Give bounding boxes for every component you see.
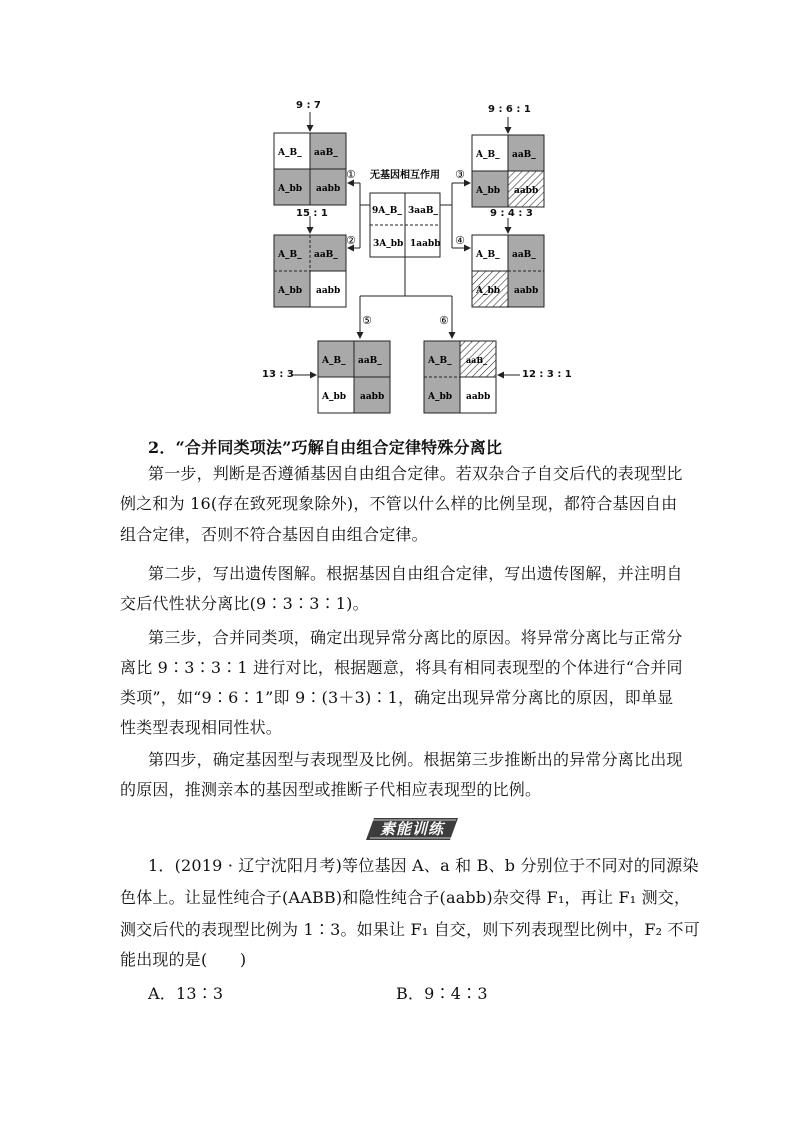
paragraph-line: 第四步，确定基因型与表现型及比例。根据第三步推断出的异常分离比出现: [148, 750, 683, 769]
ratio-9-7: 9 : 7: [296, 100, 321, 111]
cell-AB: A_B_: [278, 148, 302, 158]
cell-Abb: A_bb: [428, 392, 453, 402]
paragraph-line: 类项”，如“9∶6∶1”即 9∶(3＋3)∶1，确定出现异常分离比的原因，即单显: [120, 688, 674, 707]
question-line: 色体上。让显性纯合子(AABB)和隐性纯合子(aabb)杂交得 F₁，再让 F₁ 测交，: [120, 888, 691, 907]
center-cell-3: 3A_bb: [373, 239, 404, 249]
box-12-3-1: [424, 341, 520, 413]
genetics-ratio-diagram: [0, 0, 794, 430]
center-cell-4: 1aabb: [410, 239, 441, 249]
paragraph-line: 组合定律，否则不符合基因自由组合定律。: [120, 525, 428, 544]
box-13-3: [292, 341, 390, 413]
cell-Abb: A_bb: [278, 184, 303, 194]
cell-AB: A_B_: [428, 356, 452, 366]
cell-aaB: aaB_: [314, 250, 338, 260]
ratio-9-4-3: 9 : 4 : 3: [490, 208, 533, 219]
cell-aaB: aaB_: [314, 148, 338, 158]
arrow-label-4: ④: [455, 234, 465, 247]
paragraph-line: 第一步，判断是否遵循基因自由组合定律。若双杂合子自交后代的表现型比: [148, 464, 683, 483]
cell-AB: A_B_: [322, 356, 346, 366]
paragraph-line: 性类型表现相同性状。: [120, 718, 283, 737]
cell-aabb: aabb: [466, 392, 491, 402]
section-heading: 2．“合并同类项法”巧解自由组合定律特殊分离比: [148, 438, 503, 457]
cell-aabb: aabb: [316, 184, 341, 194]
ratio-12-3-1: 12 : 3 : 1: [522, 369, 572, 380]
ratio-9-6-1: 9 : 6 : 1: [488, 104, 531, 115]
center-cell-2: 3aaB_: [408, 206, 439, 216]
ratio-15-1: 15 : 1: [296, 208, 328, 219]
question-line: 测交后代的表现型比例为 1∶3。如果让 F₁ 自交，则下列表现型比例中，F₂ 不可: [120, 920, 700, 939]
paragraph-line: 第三步，合并同类项，确定出现异常分离比的原因。将异常分离比与正常分: [148, 628, 683, 647]
arrow-label-1: ①: [346, 168, 356, 181]
center-title: 无基因相互作用: [370, 170, 440, 181]
cell-aaB: aaB_: [512, 150, 536, 160]
option-b[interactable]: B．9∶4∶3: [396, 984, 488, 1003]
box-15-1: [274, 216, 346, 307]
arrow-label-2: ②: [346, 234, 356, 247]
center-cell-1: 9A_B_: [372, 206, 402, 216]
cell-AB: A_B_: [278, 250, 302, 260]
cell-Abb: A_bb: [278, 286, 303, 296]
paragraph-line: 离比 9∶3∶3∶1 进行对比，根据题意，将具有相同表现型的个体进行“合并同: [120, 658, 683, 677]
cell-Abb: A_bb: [476, 286, 501, 296]
paragraph-line: 的原因，推测亲本的基因型或推断子代相应表现型的比例。: [120, 780, 542, 799]
arrow-label-6: ⑥: [439, 314, 449, 327]
box-9-4-3: [472, 218, 544, 307]
section-banner: [366, 818, 458, 840]
paragraph-line: 第二步，写出遗传图解。根据基因自由组合定律，写出遗传图解，并注明自: [148, 564, 683, 583]
arrow-label-3: ③: [455, 168, 465, 181]
paragraph-line: 例之和为 16(存在致死现象除外)，不管以什么样的比例呈现，都符合基因自由: [120, 494, 678, 513]
option-a[interactable]: A．13∶3: [148, 984, 224, 1003]
box-9-7: [274, 112, 346, 205]
cell-aaB: aaB_: [466, 355, 488, 365]
box-9-6-1: [472, 117, 544, 207]
paragraph-line: 交后代性状分离比(9∶3∶3∶1)。: [120, 594, 369, 613]
question-line: 1．(2019 · 辽宁沈阳月考)等位基因 A、a 和 B、b 分别位于不同对的同源染: [148, 856, 699, 875]
cell-aabb: aabb: [514, 186, 539, 196]
center-box: [370, 168, 441, 257]
cell-Abb: A_bb: [476, 186, 501, 196]
cell-aaB: aaB_: [512, 250, 536, 260]
cell-aaB: aaB_: [358, 356, 382, 366]
cell-AB: A_B_: [476, 250, 500, 260]
banner-title: 素能训练: [379, 820, 444, 838]
cell-aabb: aabb: [514, 286, 539, 296]
question-line: 能出现的是( ): [120, 950, 247, 969]
cell-aabb: aabb: [316, 286, 341, 296]
cell-AB: A_B_: [476, 150, 500, 160]
cell-Abb: A_bb: [322, 392, 347, 402]
ratio-13-3: 13 : 3: [262, 369, 294, 380]
arrow-label-5: ⑤: [362, 314, 372, 327]
cell-aabb: aabb: [360, 392, 385, 402]
